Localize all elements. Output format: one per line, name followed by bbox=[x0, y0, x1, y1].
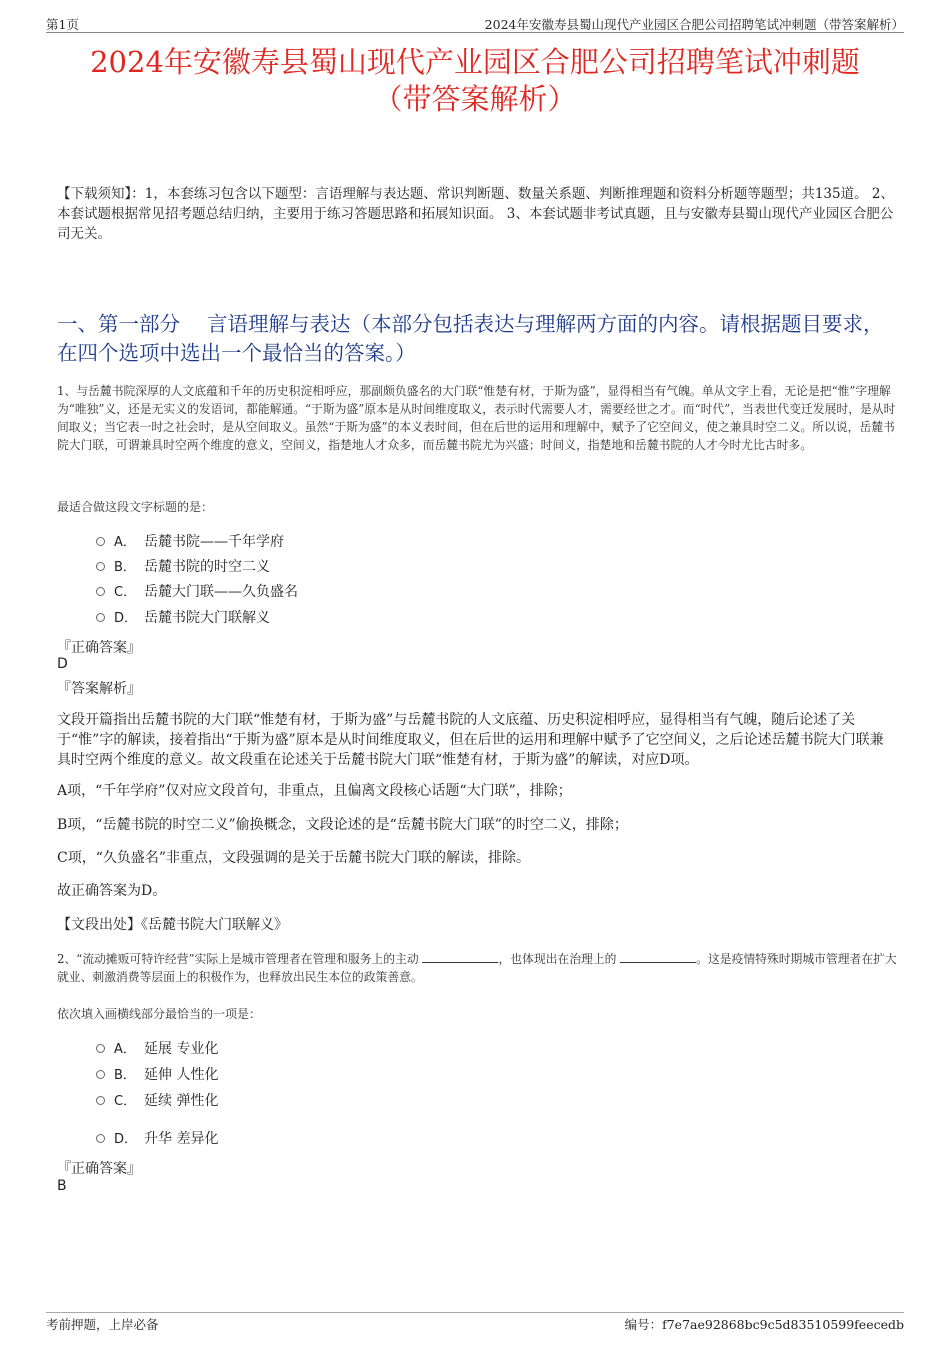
radio-icon[interactable] bbox=[96, 1070, 105, 1079]
question-2-option-c[interactable]: C． 延续 弹性化 bbox=[96, 1090, 218, 1112]
radio-icon[interactable] bbox=[96, 587, 105, 596]
question-2-option-a[interactable]: A． 延展 专业化 bbox=[96, 1038, 218, 1060]
fill-blank-2 bbox=[620, 951, 696, 963]
footer-slogan: 考前押题，上岸必备 bbox=[46, 1317, 159, 1332]
radio-icon[interactable] bbox=[96, 1096, 105, 1105]
analysis-option-c: C项，“久负盛名”非重点，文段强调的是关于岳麓书院大门联的解读，排除。 bbox=[57, 850, 531, 866]
title-line-1: 2024年安徽寿县蜀山现代产业园区合肥公司招聘笔试冲刺题 bbox=[90, 45, 860, 79]
fill-blank-1 bbox=[422, 951, 498, 963]
analysis-option-a: A项，“千年学府”仅对应文段首句，非重点，且偏离文段核心话题“大门联”，排除； bbox=[57, 783, 572, 799]
page-number: 第1页 bbox=[46, 17, 79, 32]
radio-icon[interactable] bbox=[96, 537, 105, 546]
analysis-option-b: B项，“岳麓书院的时空二义”偷换概念，文段论述的是“岳麓书院大门联”的时空二义，排除； bbox=[57, 817, 628, 833]
question-2-answer-label: 『正确答案』 bbox=[57, 1161, 141, 1177]
download-notice: 【下载须知】：1，本套练习包含以下题型：言语理解与表达题、常识判断题、数量关系题、判断推理题和资料分析题等题型；共135道。 2、本套试题根据常见招考题总结归纳，主要用于练习答题思路和拓展知识面。 3、本套试题非考试真题，且与安徽寿县蜀山现代产业园区合肥公司无关。 bbox=[57, 186, 894, 242]
question-2-option-b[interactable]: B． 延伸 人性化 bbox=[96, 1064, 218, 1086]
question-1-answer-label: 『正确答案』 bbox=[57, 640, 141, 656]
radio-icon[interactable] bbox=[96, 1044, 105, 1053]
question-1-stem: 1、与岳麓书院深厚的人文底蕴和千年的历史积淀相呼应，那副颇负盛名的大门联“惟楚有材，于斯为盛”，显得相当有气魄。单从文字上看，无论是把“惟”字理解为“唯独”义，还是无实义的发语词，都能解通。“于斯为盛”原本是从时间维度取义，表示时代需要人才，需要经世之才。而“时代”，当表世代变迁发展时，是从时间取义；当它表一时之社会时，是从空间取义。虽然“于斯为盛”的本义表时间，但在后世的运用和理解中，赋予了它空间义，使之兼具时空二义。所以说，岳麓书院大门联，可谓兼具时空两个维度的意义，空间义，指楚地人才众多，而岳麓书院尤为兴盛；时间义，指楚地和岳麓书院的人才今时尤比古时多。 bbox=[57, 384, 896, 452]
question-1-prompt: 最适合做这段文字标题的是： bbox=[57, 500, 214, 514]
radio-icon[interactable] bbox=[96, 562, 105, 571]
question-2-answer: B bbox=[57, 1178, 67, 1194]
question-2-option-d[interactable]: D． 升华 差异化 bbox=[96, 1128, 218, 1150]
analysis-conclusion: 故正确答案为D。 bbox=[57, 883, 167, 899]
footer-divider bbox=[46, 1312, 904, 1313]
footer-serial: 编号：f7e7ae92868bc9c5d83510599feecedb bbox=[624, 1317, 904, 1332]
question-2-stem: 2、“流动摊贩可特许经营”实际上是城市管理者在管理和服务上的主动 ，也体现出在治理上的 。这是疫情特殊时期城市管理者在扩大就业、刺激消费等层面上的积极作为，也释放出民生本位的政策善意。 bbox=[57, 952, 897, 984]
question-2-prompt: 依次填入画横线部分最恰当的一项是： bbox=[57, 1007, 262, 1021]
question-1-source: 【文段出处】《岳麓书院大门联解义》 bbox=[57, 917, 288, 933]
page-header bbox=[46, 14, 904, 33]
question-1-option-a[interactable]: A． 岳麓书院——千年学府 bbox=[96, 531, 284, 553]
question-1-option-c[interactable]: C． 岳麓大门联——久负盛名 bbox=[96, 581, 298, 603]
analysis-paragraph: 文段开篇指出岳麓书院的大门联“惟楚有材，于斯为盛”与岳麓书院的人文底蕴、历史积淀相呼应，显得相当有气魄，随后论述了关于“惟”字的解读，接着指出“于斯为盛”原本是从时间维度取义，但在后世的运用和理解中赋予了它空间义，之后论述岳麓书院大门联兼具时空两个维度的意义。故文段重在论述关于岳麓书院大门联“惟楚有材，于斯为盛”的解读，对应D项。 bbox=[57, 712, 884, 768]
question-1-option-d[interactable]: D． 岳麓书院大门联解义 bbox=[96, 607, 270, 629]
question-1-analysis-label: 『答案解析』 bbox=[57, 681, 141, 697]
question-1-answer: D bbox=[57, 656, 68, 672]
radio-icon[interactable] bbox=[96, 1134, 105, 1143]
header-doc-title: 2024年安徽寿县蜀山现代产业园区合肥公司招聘笔试冲刺题（带答案解析） bbox=[484, 17, 904, 32]
document-title bbox=[40, 44, 910, 118]
radio-icon[interactable] bbox=[96, 613, 105, 622]
question-1-option-b[interactable]: B． 岳麓书院的时空二义 bbox=[96, 556, 270, 578]
title-line-2: （带答案解析） bbox=[373, 82, 577, 116]
section-heading: 一、第一部分 言语理解与表达（本部分包括表达与理解两方面的内容。请根据题目要求，在四个选项中选出一个最恰当的答案。） bbox=[57, 312, 884, 365]
